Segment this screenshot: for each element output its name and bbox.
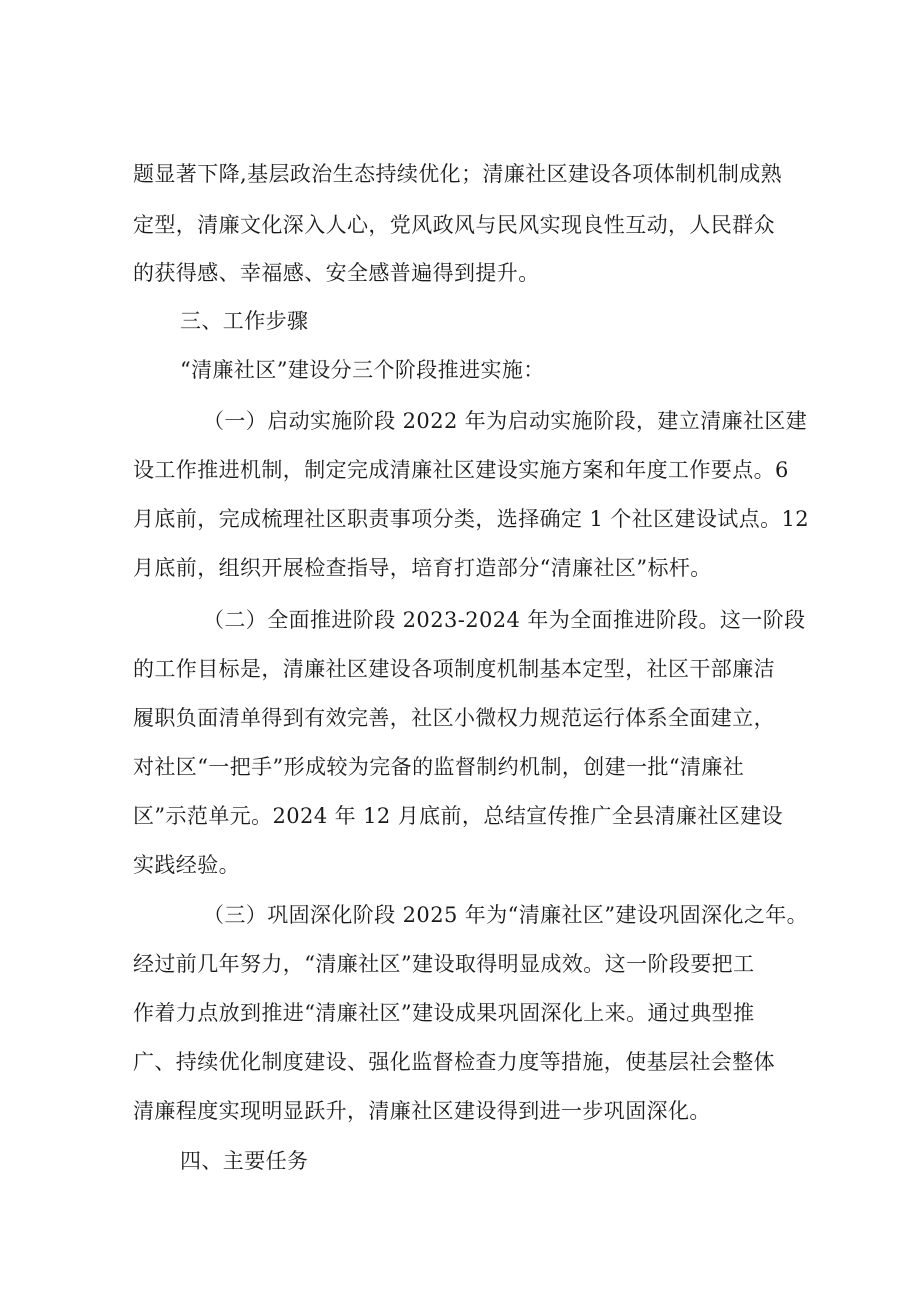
section-heading-work-steps: 三、工作步骤 bbox=[180, 309, 309, 333]
body-text-line: 设工作推进机制，制定完成清廉社区建设实施方案和年度工作要点。6 bbox=[133, 458, 789, 482]
body-text-line: 经过前几年努力，“清廉社区”建设取得明显成效。这一阶段要把工 bbox=[133, 952, 755, 976]
body-text-line: 广、持续优化制度建设、强化监督检查力度等措施，使基层社会整体 bbox=[133, 1050, 775, 1074]
body-text-line: 作着力点放到推进“清廉社区”建设成果巩固深化上来。通过典型推 bbox=[133, 1001, 755, 1025]
body-text-line: 定型，清廉文化深入人心，党风政风与民风实现良性互动，人民群众 bbox=[133, 213, 775, 237]
paragraph-phase-three-start: （三）巩固深化阶段 2025 年为“清廉社区”建设巩固深化之年。 bbox=[203, 903, 809, 927]
body-text-line: 清廉程度实现明显跃升，清廉社区建设得到进一步巩固深化。 bbox=[133, 1099, 711, 1123]
body-text-line: 区”示范单元。2024 年 12 月底前，总结宣传推广全县清廉社区建设 bbox=[133, 804, 783, 828]
body-text-line: 月底前，完成梳理社区职责事项分类，选择确定 1 个社区建设试点。12 bbox=[133, 507, 810, 531]
body-text-line: “清廉社区”建设分三个阶段推进实施： bbox=[180, 358, 545, 382]
body-text-line: 履职负面清单得到有效完善，社区小微权力规范运行体系全面建立， bbox=[133, 706, 775, 730]
body-text-line: 题显著下降,基层政治生态持续优化；清廉社区建设各项体制机制成熟 bbox=[133, 162, 783, 186]
body-text-line: 的获得感、幸福感、安全感普遍得到提升。 bbox=[133, 261, 540, 285]
section-heading-main-tasks: 四、主要任务 bbox=[180, 1149, 309, 1173]
body-text-line: 实践经验。 bbox=[133, 853, 240, 877]
paragraph-phase-one-start: （一）启动实施阶段 2022 年为启动实施阶段，建立清廉社区建 bbox=[203, 409, 808, 433]
body-text-line: 对社区“一把手”形成较为完备的监督制约机制，创建一批“清廉社 bbox=[133, 755, 745, 779]
paragraph-phase-two-start: （二）全面推进阶段 2023-2024 年为全面推进阶段。这一阶段 bbox=[203, 608, 806, 632]
body-text-line: 的工作目标是，清廉社区建设各项制度机制基本定型，社区干部廉洁 bbox=[133, 657, 775, 681]
body-text-line: 月底前，组织开展检查指导，培育打造部分“清廉社区”标杆。 bbox=[133, 556, 712, 580]
